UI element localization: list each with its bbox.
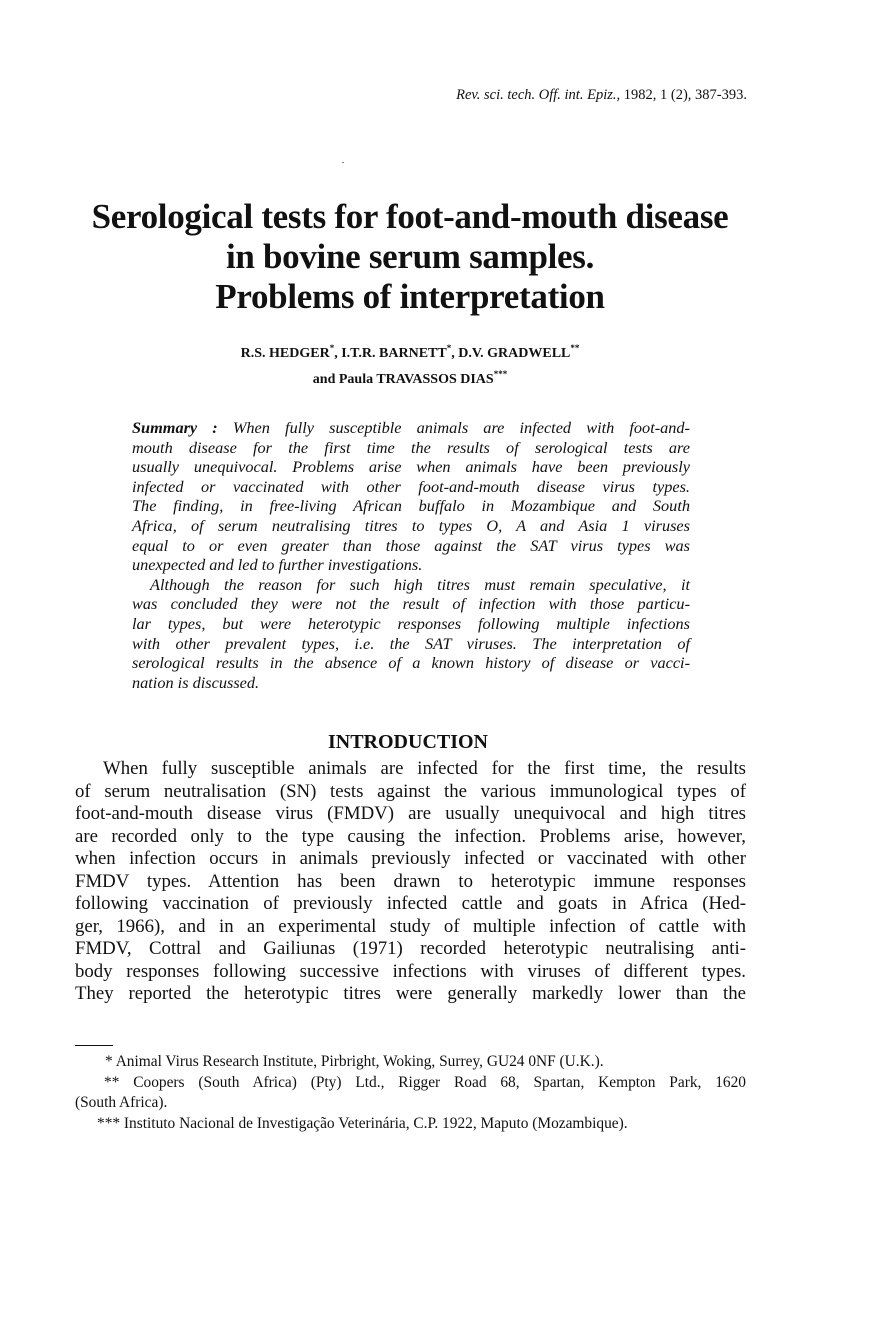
separator: ,: [451, 346, 459, 361]
summary-line: mouth disease for the first time the results of serological tests are: [132, 437, 690, 457]
journal-name: Rev. sci. tech. Off. int. Epiz.,: [456, 87, 621, 103]
introduction-body: [75, 758, 746, 1006]
body-line: When fully susceptible animals are infected for the first time, the results: [103, 758, 746, 779]
affiliation-mark: *: [329, 343, 335, 353]
author: R.S. HEDGER: [240, 346, 330, 361]
author: D.V. GRADWELL: [458, 346, 571, 361]
summary-line: with other prevalent types, i.e. the SAT viruses. The interpretation of: [132, 633, 690, 653]
separator: ,: [334, 346, 342, 361]
summary-line: lar types, but were heterotypic responses following multiple infections: [132, 613, 690, 633]
summary-line: usually unequivocal. Problems arise when animals have been previously: [132, 457, 690, 477]
body-line: of serum neutralisation (SN) tests against the various immunological types of: [75, 780, 746, 802]
footnote-continuation: (South Africa).: [75, 1094, 168, 1111]
author: and Paula TRAVASSOS DIAS: [312, 372, 494, 387]
footnotes: [75, 1052, 746, 1134]
authors: [0, 338, 820, 390]
author: I.T.R. BARNETT: [341, 346, 447, 361]
footnote: * Animal Virus Research Institute, Pirbright, Woking, Surrey, GU24 0NF (U.K.).: [105, 1053, 604, 1070]
section-heading: INTRODUCTION: [327, 731, 489, 753]
summary-line: Although the reason for such high titres must remain speculative, it: [150, 574, 690, 594]
footnote: *** Instituto Nacional de Investigação Veterinária, C.P. 1922, Maputo (Mozambique).: [97, 1114, 628, 1132]
summary-line: [132, 418, 690, 438]
summary-label: Summary :: [132, 418, 218, 437]
summary-line: unexpected and led to further investigations.: [132, 555, 423, 575]
journal-citation: [456, 87, 747, 104]
body-line: ger, 1966), and in an experimental study of multiple infection of cattle with: [75, 915, 746, 937]
body-line: They reported the heterotypic titres were generally markedly lower than the: [75, 983, 746, 1005]
footnote-rule: [75, 1045, 113, 1046]
summary: [132, 418, 690, 692]
paper-title: [0, 197, 820, 317]
scan-speck: [342, 162, 344, 163]
summary-text: When fully susceptible animals are infected with foot-and-: [232, 418, 690, 437]
footnote: ** Coopers (South Africa) (Pty) Ltd., Rigger Road 68, Spartan, Kempton Park, 1620: [104, 1073, 746, 1091]
summary-line: nation is discussed.: [132, 672, 260, 692]
affiliation-mark: ***: [493, 369, 508, 379]
journal-details: 1982, 1 (2), 387-393.: [623, 87, 747, 103]
title-line: in bovine serum samples.: [225, 237, 595, 276]
summary-line: serological results in the absence of a known history of disease or vacci-: [132, 653, 690, 673]
summary-line: infected or vaccinated with other foot-and-mouth disease virus types.: [132, 476, 690, 496]
summary-line: was concluded they were not the result of infection with those particu-: [132, 594, 690, 614]
affiliation-mark: **: [570, 343, 580, 353]
summary-line: equal to or even greater than those against the SAT virus types was: [132, 535, 690, 555]
body-line: FMDV, Cottral and Gailiunas (1971) recorded heterotypic neutralising anti-: [75, 938, 746, 960]
affiliation-mark: *: [446, 343, 452, 353]
summary-line: Africa, of serum neutralising titres to types O, A and Asia 1 viruses: [132, 515, 690, 535]
title-line: Problems of interpretation: [215, 277, 605, 316]
summary-line: The finding, in free-living African buffalo in Mozambique and South: [132, 496, 690, 516]
title-line: Serological tests for foot-and-mouth disease: [91, 197, 729, 236]
body-line: are recorded only to the type causing the infection. Problems arise, however,: [75, 825, 746, 847]
body-line: foot-and-mouth disease virus (FMDV) are usually unequivocal and high titres: [75, 803, 746, 825]
body-line: when infection occurs in animals previously infected or vaccinated with other: [75, 848, 746, 870]
body-line: following vaccination of previously infected cattle and goats in Africa (Hed-: [75, 893, 746, 915]
body-line: body responses following successive infections with viruses of different types.: [75, 960, 746, 982]
body-line: FMDV types. Attention has been drawn to heterotypic immune responses: [75, 870, 746, 892]
